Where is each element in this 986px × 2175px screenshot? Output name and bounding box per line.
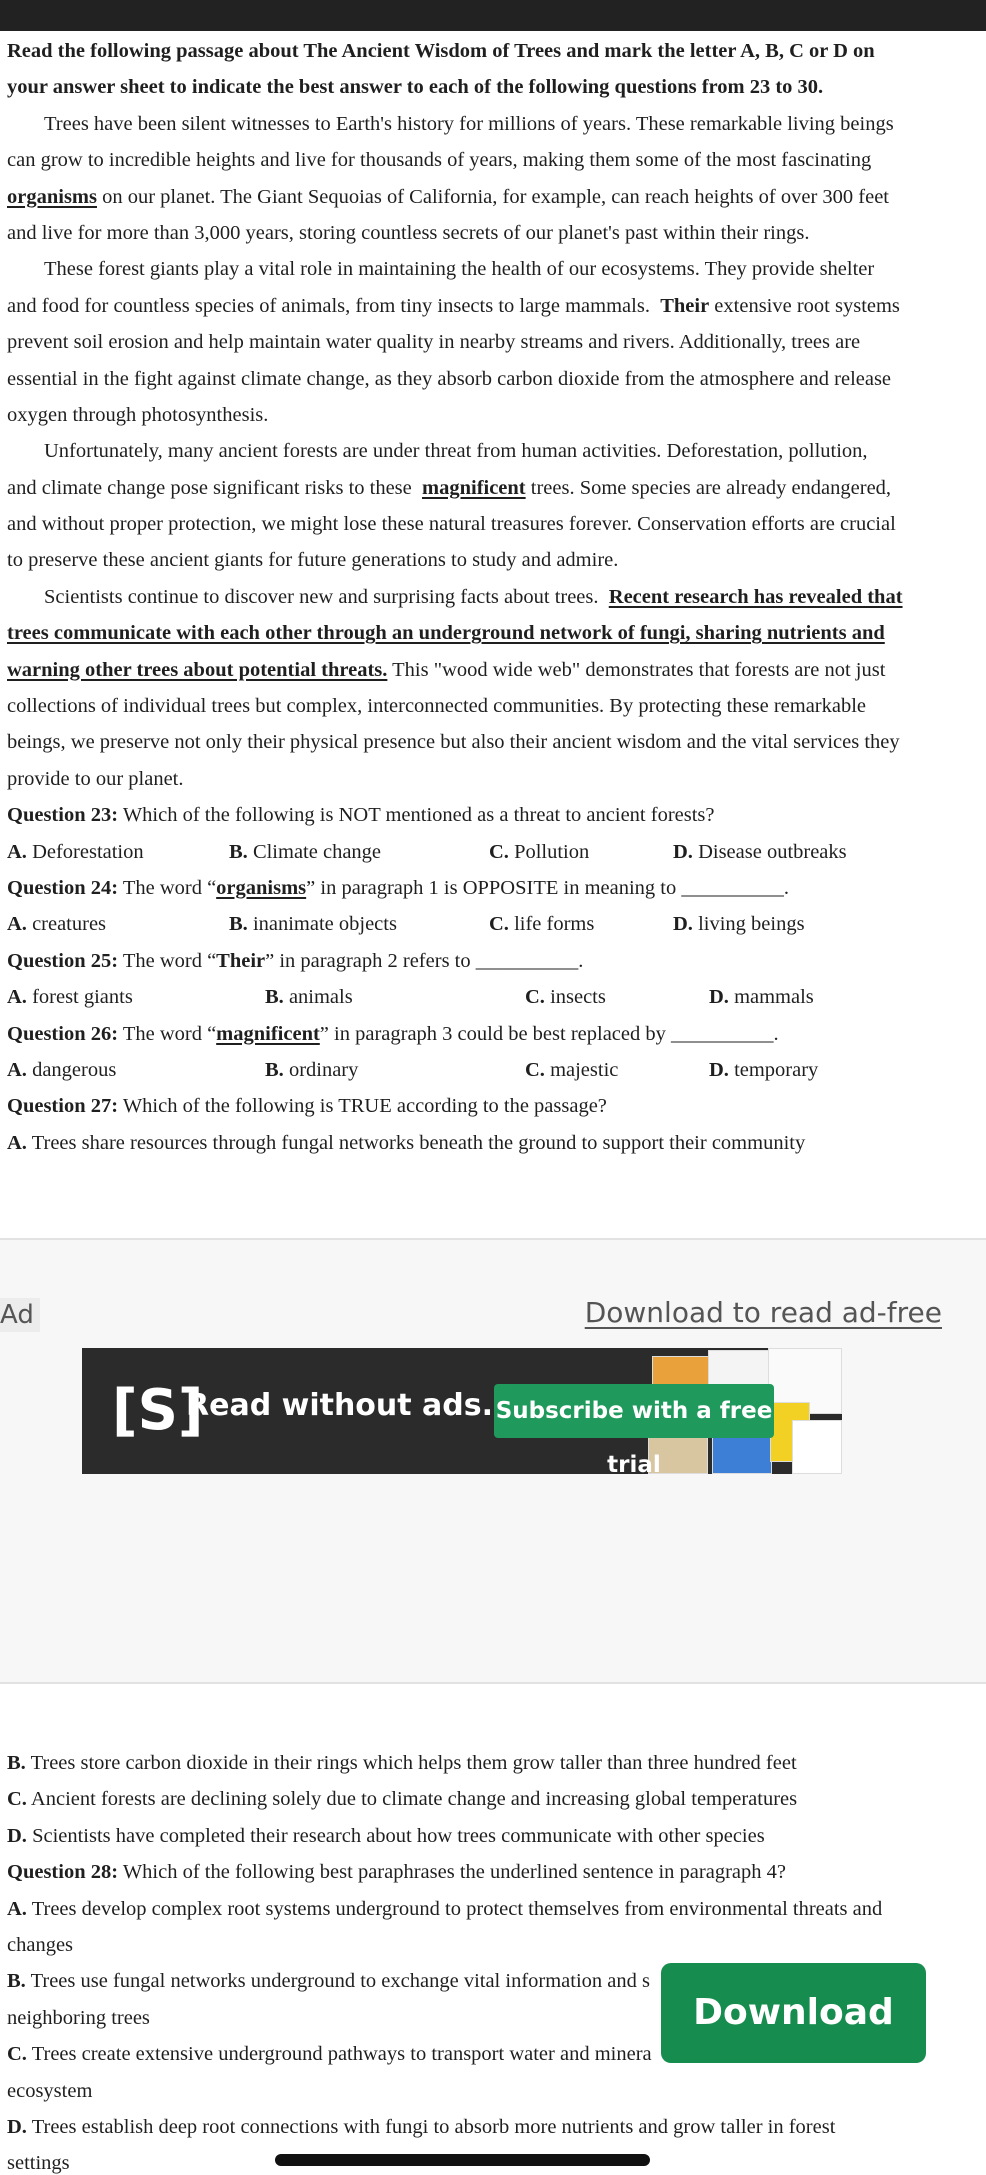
paragraph-1-line: organisms on our planet. The Giant Sequoias of California, for example, can reach heights of over 300 feet (7, 185, 890, 208)
option-d: D. Scientists have completed their research about how trees communicate with other species (7, 1824, 765, 1847)
paragraph-2-line: prevent soil erosion and help maintain water quality in nearby streams and rivers. Additionally, trees are (7, 331, 861, 354)
option-b: B. inanimate objects (229, 913, 397, 936)
paragraph-2-line: oxygen through photosynthesis. (7, 403, 269, 426)
status-bar (0, 0, 986, 31)
option-b: B. animals (265, 986, 353, 1009)
question-27: Question 27: Which of the following is TRUE according to the passage? (7, 1095, 607, 1118)
option-b: B. Trees use fungal networks underground to exchange vital information and s (7, 1970, 650, 1993)
question-25-options (7, 979, 927, 1015)
option-c-continued: ecosystem (7, 2079, 93, 2102)
question-24: Question 24: The word “organisms” in paragraph 1 is OPPOSITE in meaning to __________. (7, 876, 789, 899)
ad-container (0, 1238, 986, 1684)
option-a-continued: changes (7, 1933, 74, 1956)
highlight-magnificent: magnificent (422, 476, 526, 499)
option-d: D. temporary (709, 1058, 819, 1081)
paragraph-3-line: to preserve these ancient giants for future generations to study and admire. (7, 549, 619, 572)
paragraph-4-line: beings, we preserve not only their physical presence but also their ancient wisdom and the vital services they (7, 731, 900, 754)
paragraph-1-line: and live for more than 3,000 years, storing countless secrets of our planet's past within their rings. (7, 221, 810, 244)
passage-continued (7, 1745, 927, 2175)
question-25: Question 25: The word “Their” in paragraph 2 refers to __________. (7, 949, 584, 972)
question-23-options (7, 834, 927, 870)
paragraph-3-line: Unfortunately, many ancient forests are under threat from human activities. Deforestation, pollution, (44, 440, 868, 463)
paragraph-4-line: Scientists continue to discover new and surprising facts about trees. Recent research has revealed that (44, 585, 903, 608)
paragraph-3-line: and without proper protection, we might lose these natural treasures forever. Conservation efforts are crucial (7, 513, 896, 536)
option-c: C. Pollution (489, 840, 590, 863)
paragraph-2-line: essential in the fight against climate change, as they absorb carbon dioxide from the atmosphere and release (7, 367, 892, 390)
highlight-organisms: organisms (7, 185, 97, 208)
underlined-sentence: trees communicate with each other through an underground network of fungi, sharing nutrients and (7, 622, 885, 645)
paragraph-4-line: collections of individual trees but complex, interconnected communities. By protecting these remarkable (7, 695, 867, 718)
paragraph-2-line: These forest giants play a vital role in maintaining the health of our ecosystems. They provide shelter (44, 258, 875, 281)
option-b-continued: neighboring trees (7, 2006, 150, 2029)
option-c: C. life forms (489, 913, 595, 936)
option-b: B. Climate change (229, 840, 382, 863)
option-d: D. living beings (673, 913, 805, 936)
question-23: Question 23: Which of the following is NOT mentioned as a threat to ancient forests? (7, 804, 715, 827)
paragraph-2-line: and food for countless species of animals, from tiny insects to large mammals. Their extensive root systems (7, 294, 900, 317)
instructions-line-1: Read the following passage about The Ancient Wisdom of Trees and mark the letter A, B, C or D on (7, 40, 875, 62)
question-24-options (7, 906, 927, 942)
ad-label: Ad (0, 1298, 40, 1332)
option-c: C. Ancient forests are declining solely due to climate change and increasing global temperatures (7, 1788, 798, 1811)
highlight-their: Their (660, 294, 710, 317)
ad-headline: Read without ads. (186, 1388, 494, 1423)
option-b: B. Trees store carbon dioxide in their rings which helps them grow taller than three hundred feet (7, 1752, 797, 1774)
option-d: D. Disease outbreaks (673, 840, 847, 863)
option-c: C. majestic (525, 1058, 619, 1081)
option-a: A. forest giants (7, 986, 133, 1009)
option-c: C. Trees create extensive underground pathways to transport water and minera (7, 2043, 652, 2066)
underlined-sentence: Recent research has revealed that (608, 585, 903, 608)
question-26: Question 26: The word “magnificent” in paragraph 3 could be best replaced by __________. (7, 1022, 779, 1045)
paragraph-1-line: Trees have been silent witnesses to Earth's history for millions of years. These remarkable living beings (44, 112, 894, 135)
option-a: A. Trees share resources through fungal networks beneath the ground to support their community (7, 1131, 806, 1154)
subscribe-trial-button[interactable]: Subscribe with a free trial (494, 1384, 774, 1438)
option-c: C. insects (525, 986, 606, 1009)
option-a: A. dangerous (7, 1058, 117, 1081)
option-d-continued: settings (7, 2152, 70, 2175)
passage (7, 33, 927, 1161)
scribd-logo-icon: [S] (112, 1378, 204, 1443)
option-d: D. mammals (709, 986, 814, 1009)
underlined-sentence: warning other trees about potential threats. (7, 658, 388, 681)
download-ad-free-link[interactable]: Download to read ad-free (584, 1296, 942, 1329)
option-d: D. Trees establish deep root connections with fungi to absorb more nutrients and grow taller in forest (7, 2115, 836, 2138)
question-26-options (7, 1052, 927, 1088)
paragraph-1-line: can grow to incredible heights and live for thousands of years, making them some of the most fascinating (7, 149, 872, 172)
option-a: A. creatures (7, 913, 107, 936)
download-button[interactable]: Download (661, 1963, 926, 2063)
option-a: A. Trees develop complex root systems underground to protect themselves from environmental threats and (7, 1897, 883, 1920)
instructions-line-2: your answer sheet to indicate the best answer to each of the following questions from 23 to 30. (7, 76, 824, 99)
option-b: B. ordinary (265, 1058, 359, 1081)
paragraph-4-line: warning other trees about potential threats. This "wood wide web" demonstrates that forests are not just (7, 658, 886, 681)
question-28: Question 28: Which of the following best paraphrases the underlined sentence in paragraph 4? (7, 1861, 786, 1884)
home-indicator[interactable] (275, 2154, 650, 2166)
option-a: A. Deforestation (7, 840, 144, 863)
paragraph-3-line: and climate change pose significant risks to these magnificent trees. Some species are already endangered, (7, 476, 892, 499)
paragraph-4-line: provide to our planet. (7, 767, 184, 790)
ad-banner[interactable] (82, 1348, 842, 1474)
